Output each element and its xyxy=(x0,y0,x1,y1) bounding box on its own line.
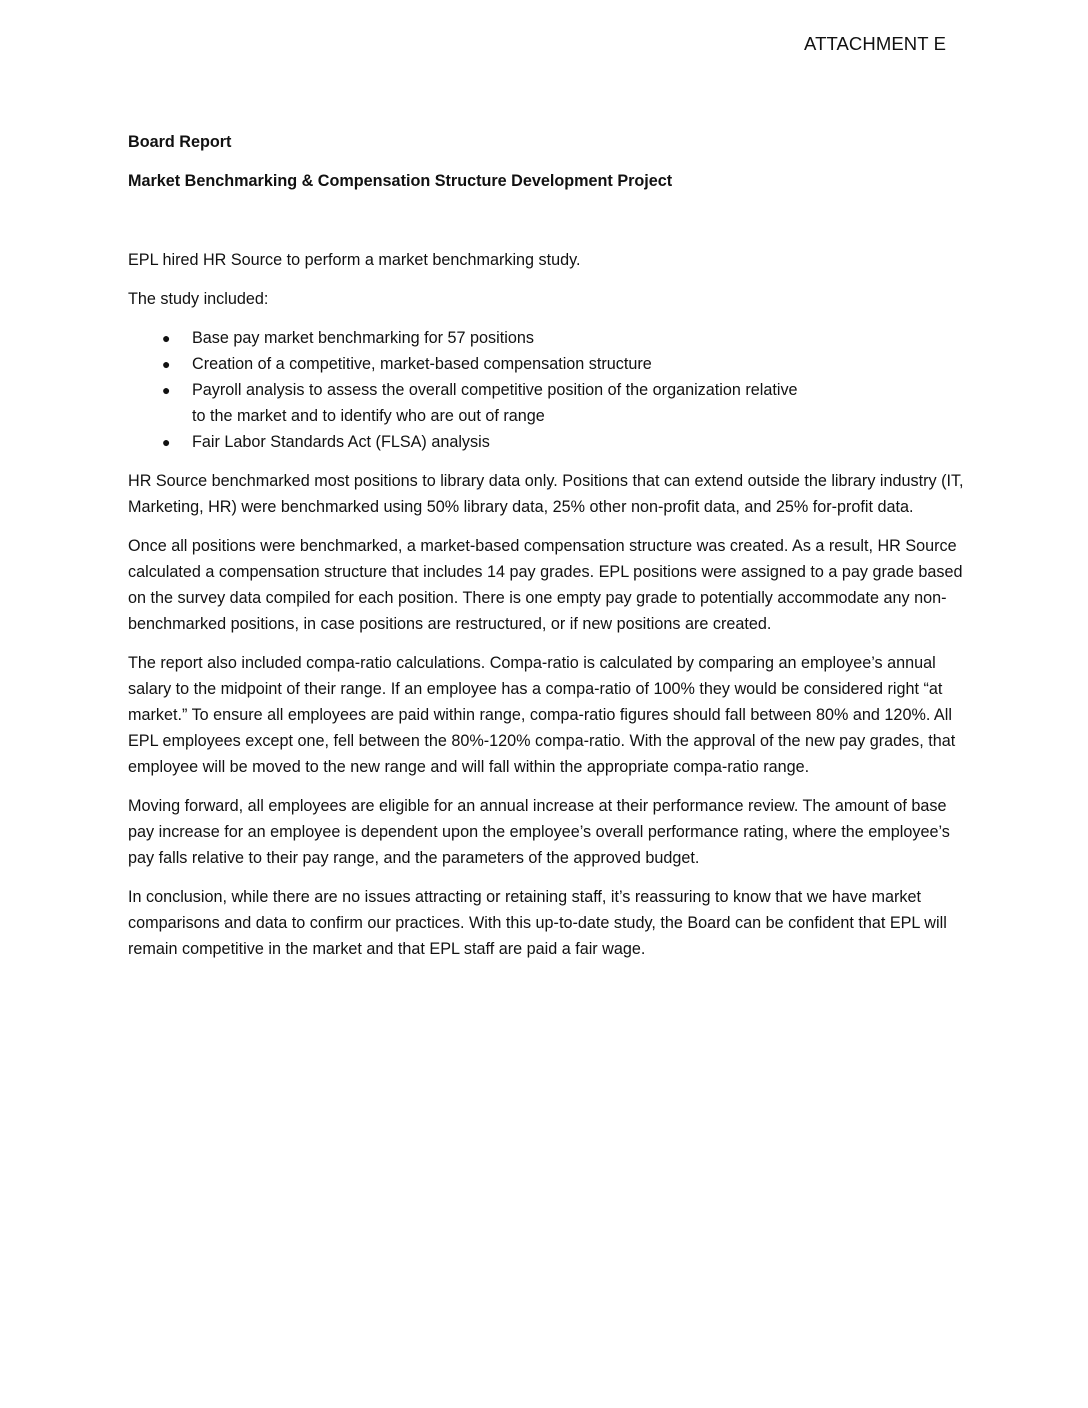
report-subtitle: Market Benchmarking & Compensation Structure Development Project xyxy=(128,172,673,190)
report-title: Board Report xyxy=(128,133,232,151)
intro-paragraph: EPL hired HR Source to perform a market benchmarking study. xyxy=(128,251,581,269)
bullet-dot-icon: ● xyxy=(162,434,171,450)
bullet-item xyxy=(128,429,812,455)
bullet-item xyxy=(128,377,812,429)
bullet-dot-icon: ● xyxy=(162,330,171,346)
bullet-text: Fair Labor Standards Act (FLSA) analysis xyxy=(192,433,490,451)
report-body xyxy=(128,129,964,975)
bullet-item xyxy=(128,351,812,377)
bullet-text: Base pay market benchmarking for 57 positions xyxy=(192,329,534,347)
attachment-label: ATTACHMENT E xyxy=(804,33,947,54)
bullet-dot-icon: ● xyxy=(162,382,171,398)
body-paragraph: Moving forward, all employees are eligible for an annual increase at their performance review. The amount of base pay increase for an employee is dependent upon the employee’s overall performance rating, where the employee’s pay falls relative to their pay range, and the parameters of the approved budget. xyxy=(128,797,950,867)
body-paragraph: Once all positions were benchmarked, a market-based compensation structure was created. As a result, HR Source calculated a compensation structure that includes 14 pay grades. EPL positions were assigned to a pay grade based on the survey data compiled for each position. There is one empty pay grade to potentially accommodate any non-benchmarked positions, in case positions are restructured, or if new positions are created. xyxy=(128,537,963,633)
body-paragraph: HR Source benchmarked most positions to library data only. Positions that can extend outside the library industry (IT, Marketing, HR) were benchmarked using 50% library data, 25% other non-profit data, and 25% for-profit data. xyxy=(128,472,964,516)
bullet-item xyxy=(128,325,812,351)
bullet-text: Payroll analysis to assess the overall competitive position of the organization relative to the market and to identify who are out of range xyxy=(192,381,798,425)
body-paragraph: In conclusion, while there are no issues attracting or retaining staff, it’s reassuring to know that we have market comparisons and data to confirm our practices. With this up-to-date study, the Board can be confident that EPL will remain competitive in the market and that EPL staff are paid a fair wage. xyxy=(128,888,947,958)
study-bullet-list xyxy=(128,325,964,455)
study-lead-text: The study included: xyxy=(128,290,269,308)
bullet-text: Creation of a competitive, market-based compensation structure xyxy=(192,355,652,373)
bullet-dot-icon: ● xyxy=(162,356,171,372)
body-paragraph: The report also included compa-ratio calculations. Compa-ratio is calculated by comparing an employee’s annual salary to the midpoint of their range. If an employee has a compa-ratio of 100% they would be considered right “at market.” To ensure all employees are paid within range, compa-ratio figures should fall between 80% and 120%. All EPL employees except one, fell between the 80%-120% compa-ratio. With the approval of the new pay grades, that employee will be moved to the new range and will fall within the appropriate compa-ratio range. xyxy=(128,654,956,776)
